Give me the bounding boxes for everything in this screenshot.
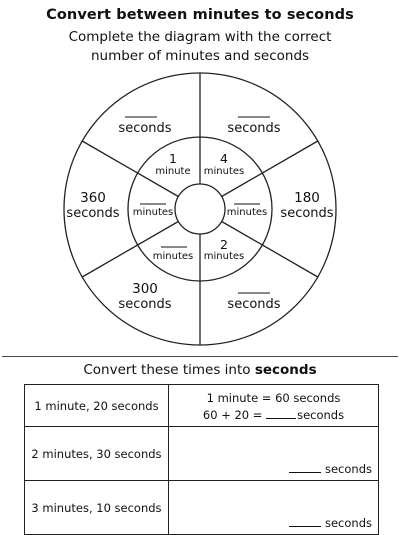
inner-unit-label: minutes — [203, 251, 245, 262]
answer-unit-label: seconds — [324, 462, 372, 476]
spoke-lower-right — [222, 222, 318, 278]
outer-unit-label: seconds — [227, 297, 281, 312]
answer-unit-label: seconds — [324, 516, 372, 530]
answer-cell[interactable] — [169, 427, 379, 481]
outer-unit-label: seconds — [66, 206, 120, 221]
inner-value: 1 — [169, 151, 177, 166]
inner-segment-top-right — [204, 151, 244, 177]
hub-circle — [175, 184, 225, 234]
answer-blank[interactable] — [289, 515, 321, 527]
outer-segment-right — [280, 190, 333, 221]
spoke-lower-left — [82, 222, 178, 278]
worksheet-title: Convert between minutes to seconds — [46, 7, 354, 23]
inner-unit-label: minute — [155, 166, 191, 177]
outer-unit-label: seconds — [280, 206, 334, 221]
question-cell: 3 minutes, 10 seconds — [25, 481, 169, 535]
convert-heading-bold: seconds — [254, 362, 317, 378]
outer-value: 360 — [80, 190, 106, 206]
worked-step-2 — [169, 407, 378, 424]
convert-heading-text: Convert these times into — [83, 362, 251, 378]
answer-slot — [289, 515, 372, 530]
outer-value: 300 — [132, 281, 158, 297]
answer-cell[interactable] — [169, 481, 379, 535]
answer-unit-label: seconds — [297, 408, 345, 422]
answer-cell[interactable] — [169, 385, 379, 427]
worked-step-1: 1 minute = 60 seconds — [206, 391, 341, 405]
outer-segment-bottom-left — [118, 281, 171, 312]
inner-segment-bottom-right — [204, 237, 244, 262]
inner-unit-label: minutes — [132, 207, 174, 218]
table-row — [25, 385, 379, 427]
inner-unit-label: minutes — [152, 251, 194, 262]
instructions-line-1: Complete the diagram with the correct — [68, 29, 332, 45]
question-cell: 2 minutes, 30 seconds — [25, 427, 169, 481]
inner-unit-label: minutes — [226, 207, 268, 218]
outer-unit-label: seconds — [118, 121, 172, 136]
outer-segment-left — [66, 190, 119, 221]
answer-blank[interactable] — [266, 407, 296, 419]
worked-step-2-expression: 60 + 20 = — [202, 408, 263, 422]
question-cell: 1 minute, 20 seconds — [25, 385, 169, 427]
section-divider — [2, 356, 398, 357]
inner-unit-label: minutes — [203, 166, 245, 177]
table-row — [25, 427, 379, 481]
inner-segment-top-left — [155, 151, 190, 177]
outer-segment-top-left — [118, 117, 171, 136]
instructions-line-2: number of minutes and seconds — [90, 48, 310, 64]
inner-value: 4 — [220, 151, 228, 166]
conversion-table — [24, 384, 379, 535]
convert-section-heading — [0, 362, 400, 378]
outer-segment-top-right — [227, 117, 280, 136]
inner-value: 2 — [220, 237, 228, 252]
answer-slot — [289, 461, 372, 476]
outer-unit-label: seconds — [227, 121, 281, 136]
inner-segment-right — [227, 204, 267, 218]
outer-segment-bottom-right — [227, 293, 280, 312]
outer-value: 180 — [294, 190, 320, 206]
inner-segment-bottom-left — [153, 247, 193, 262]
outer-unit-label: seconds — [118, 297, 172, 312]
table-row — [25, 481, 379, 535]
inner-segment-left — [133, 204, 173, 218]
answer-blank[interactable] — [289, 461, 321, 473]
